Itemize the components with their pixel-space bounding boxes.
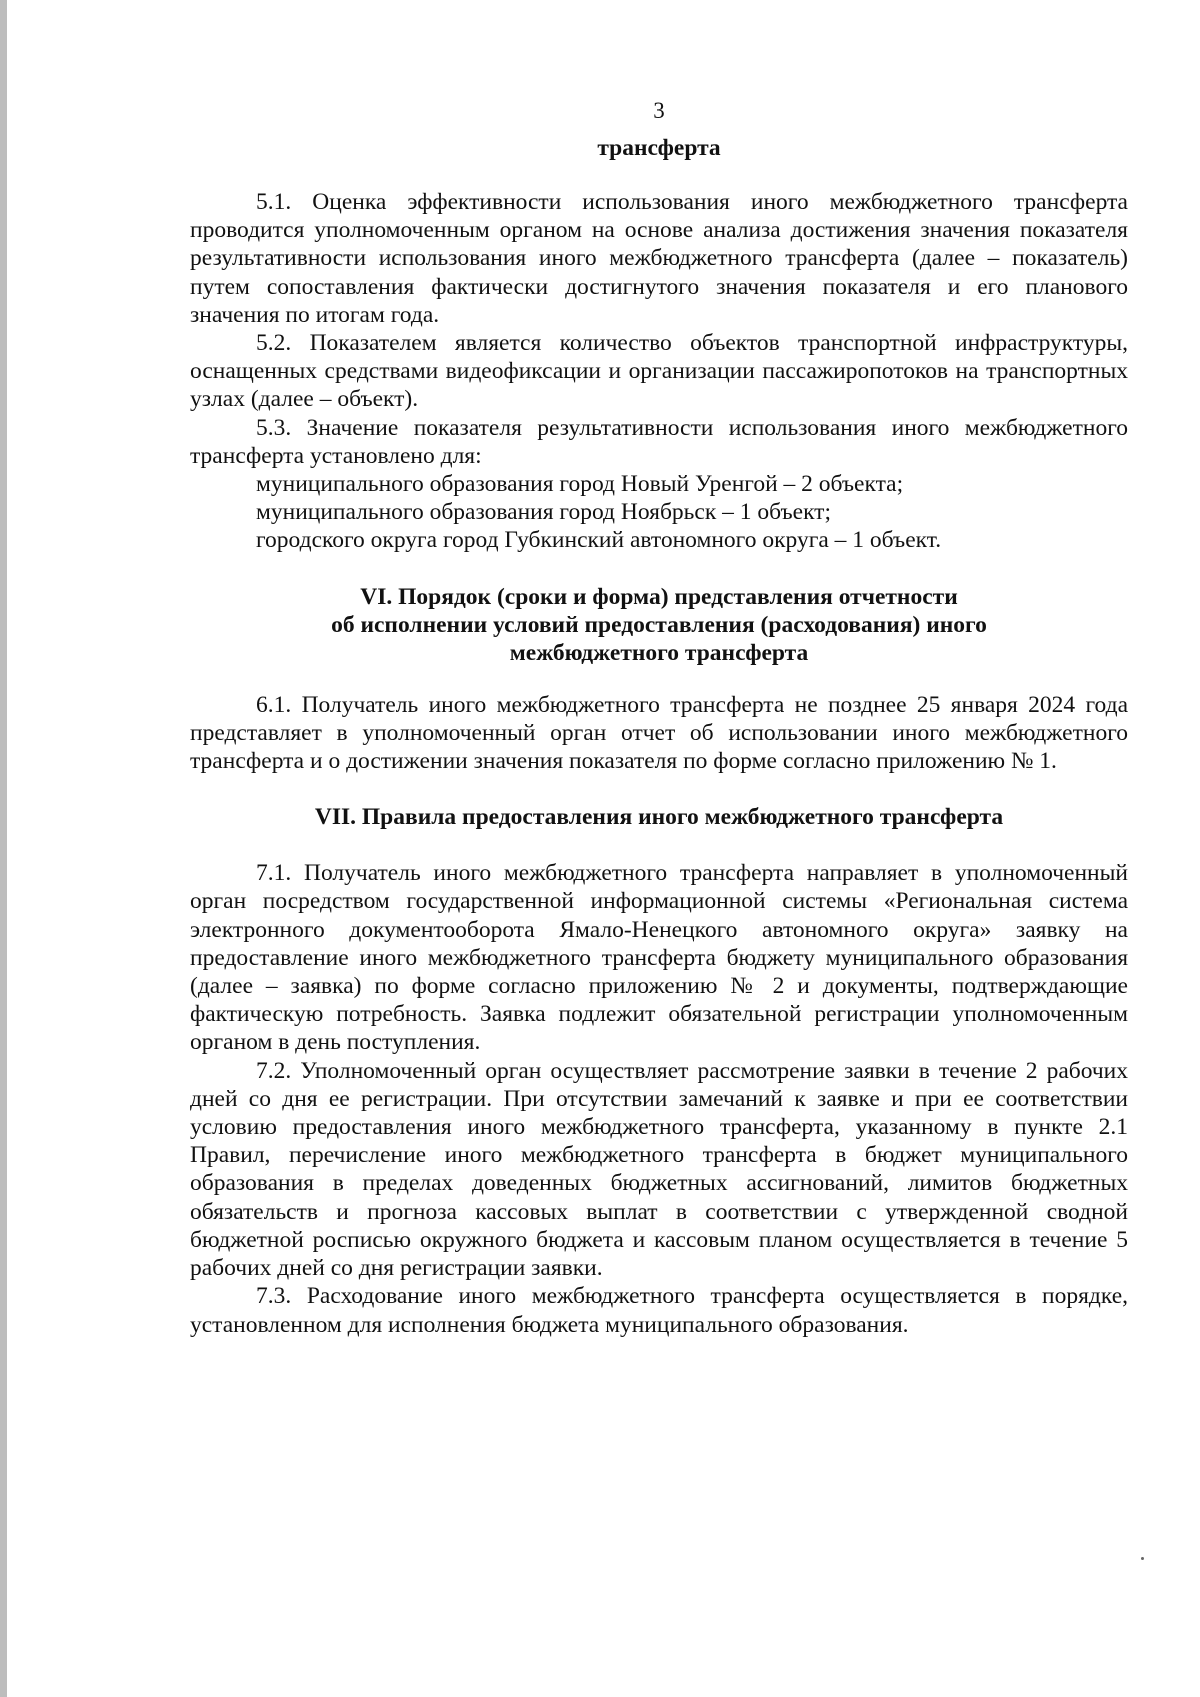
heading-continuation: трансферта <box>597 135 721 161</box>
section-6-heading <box>190 583 1128 667</box>
section-6-heading-line: об исполнении условий предоставления (расходования) иного <box>331 611 987 638</box>
section-7 <box>190 859 1128 1338</box>
page-number: 3 <box>653 98 665 123</box>
paragraph-7-3: 7.3. Расходование иного межбюджетного трансферта осуществляется в порядке, установленном для исполнения бюджета муниципального образования. <box>190 1283 1128 1338</box>
paragraph-5-2: 5.2. Показателем является количество объектов транспортной инфраструктуры, оснащенных средствами видеофиксации и организации пассажиропотоков на транспортных узлах (далее – объект). <box>190 330 1128 413</box>
paragraph-7-1: 7.1. Получатель иного межбюджетного трансферта направляет в уполномоченный орган посредством государственной информационной системы «Региональная система электронного документооборота Ямало-Ненецкого автономного округа» заявку на предоставление иного межбюджетного трансферта бюджету муниципального образования (далее – заявка) по форме согласно приложению № 2 и документы, подтверждающие фактическую потребность. Заявка подлежит обязательной регистрации уполномоченным органом в день поступления. <box>190 860 1128 1056</box>
paragraph-6-1: 6.1. Получатель иного межбюджетного трансферта не позднее 25 января 2024 года представляет в уполномоченный орган отчет об использовании иного межбюджетного трансферта и о достижении значения показателя по форме согласно приложению № 1. <box>190 691 1128 775</box>
list-item: муниципального образования город Новый Уренгой – 2 объекта; <box>256 471 904 498</box>
scan-left-edge <box>0 0 7 1697</box>
section-7-heading: VII. Правила предоставления иного межбюджетного трансферта <box>314 804 1004 831</box>
document-page <box>190 98 1128 1339</box>
paragraph-5-1: 5.1. Оценка эффективности использования иного межбюджетного трансферта проводится уполномоченным органом на основе анализа достижения значения показателя результативности использования иного межбюджетного трансферта (далее – показатель) путем сопоставления фактически достигнутого значения показателя и его планового значения по итогам года. <box>190 189 1128 328</box>
section-6-heading-line: межбюджетного трансферта <box>509 639 809 666</box>
list-item: городского округа город Губкинский автономного округа – 1 объект. <box>256 527 942 554</box>
paragraph-5-3: 5.3. Значение показателя результативности использования иного межбюджетного трансферта установлено для: <box>190 414 1128 469</box>
list-item: муниципального образования город Ноябрьск – 1 объект; <box>256 499 831 526</box>
section-6 <box>190 691 1128 776</box>
paragraph-7-2: 7.2. Уполномоченный орган осуществляет рассмотрение заявки в течение 2 рабочих дней со дня ее регистрации. При отсутствии замечаний к заявке и при ее соответствии условию предоставления иного межбюджетного трансферта, указанному в пункте 2.1 Правил, перечисление иного межбюджетного трансферта в бюджет муниципального образования в пределах доведенных бюджетных ассигнований, лимитов бюджетных обязательств и прогноза кассовых выплат в соответствии с утвержденной сводной бюджетной росписью окружного бюджета и кассовым планом осуществляется в течение 5 рабочих дней со дня регистрации заявки. <box>190 1057 1128 1282</box>
scan-speck <box>1141 1557 1144 1560</box>
section-6-heading-line: VI. Порядок (сроки и форма) представления отчетности <box>360 583 958 610</box>
section-5 <box>190 188 1128 555</box>
